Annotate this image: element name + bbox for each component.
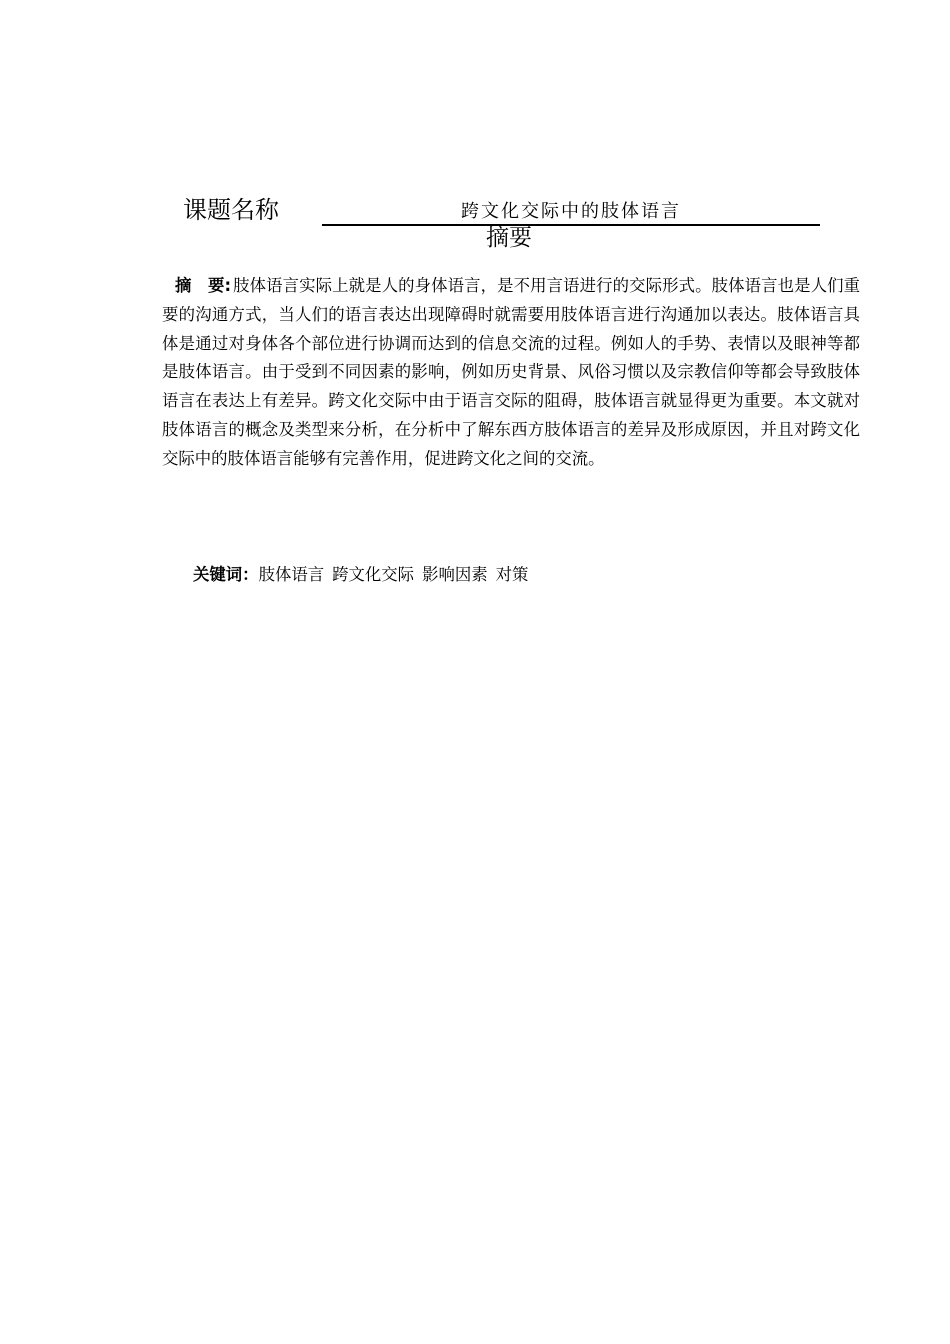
topic-title: 跨文化交际中的肢体语言 [322, 200, 820, 226]
abstract-text: 肢体语言实际上就是人的身体语言，是不用言语进行的交际形式。肢体语言也是人们重要的沟通方式，当人们的语言表达出现障碍时就需要用肢体语言进行沟通加以表达。肢体语言具体是通过对身体各个部位进行协调而达到的信息交流的过程。例如人的手势、表情以及眼神等都是肢体语言。由于受到不同因素的影响，例如历史背景、风俗习惯以及宗教信仰等都会导致肢体语言在表达上有差异。跨文化交际中由于语言交际的阻碍，肢体语言就显得更为重要。本文就对肢体语言的概念及类型来分析，在分析中了解东西方肢体语言的差异及形成原因，并且对跨文化交际中的肢体语言能够有完善作用，促进跨文化之间的交流。 [162, 276, 861, 468]
keywords-label: 关键词： [193, 565, 259, 584]
keyword: 肢体语言 [258, 565, 325, 584]
abstract-paragraph [162, 272, 860, 474]
keyword: 影响因素 [422, 565, 488, 584]
abstract-heading: 摘要 [486, 225, 532, 251]
abstract-label: 摘 要: [175, 276, 232, 295]
keyword: 对策 [495, 565, 529, 584]
keyword: 跨文化交际 [332, 565, 415, 584]
topic-label: 课题名称 [183, 196, 279, 224]
keywords-line [193, 561, 536, 589]
